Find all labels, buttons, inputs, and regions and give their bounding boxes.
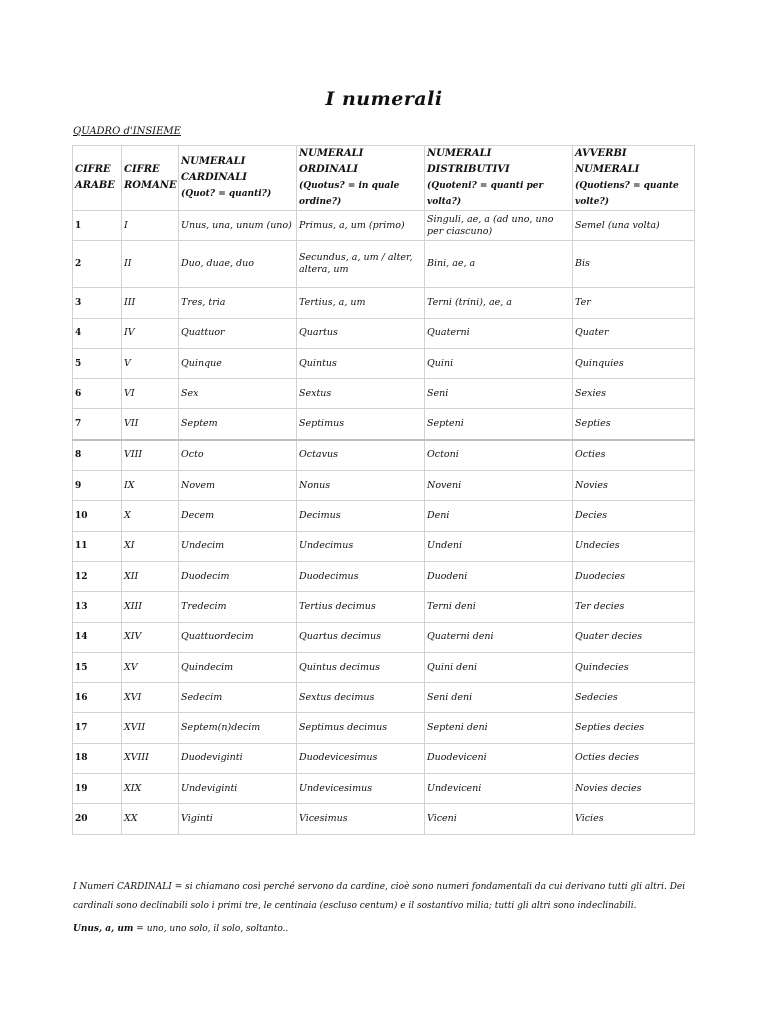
table-cell: Vicesimus [297, 804, 425, 834]
table-cell: 1 [73, 211, 122, 241]
table-cell: Quini deni [425, 652, 573, 682]
definition-text: = uno, uno solo, il solo, soltanto.. [133, 924, 289, 934]
table-cell: Quattuor [179, 318, 297, 348]
table-row [73, 683, 695, 713]
table-cell: Deni [425, 501, 573, 531]
table-cell: Septem(n)decim [179, 713, 297, 743]
table-cell: 13 [73, 592, 122, 622]
table-cell: Duodeviceni [425, 743, 573, 773]
table-cell: Sextus [297, 379, 425, 409]
table-cell: Primus, a, um (primo) [297, 211, 425, 241]
table-cell: Terni (trini), ae, a [425, 288, 573, 318]
column-header-label: AVVERBI NUMERALI [575, 148, 640, 175]
table-cell: Quaterni deni [425, 622, 573, 652]
table-cell: III [122, 288, 179, 318]
table-row [73, 440, 695, 471]
table-cell: 3 [73, 288, 122, 318]
table-cell: Undeviceni [425, 774, 573, 804]
table-row [73, 652, 695, 682]
column-header-label: CIFRE ROMANE [124, 164, 177, 191]
column-header-question: (Quot? = quanti?) [181, 189, 272, 199]
table-cell: XVII [122, 713, 179, 743]
table-cell: XVI [122, 683, 179, 713]
table-row [73, 211, 695, 241]
cardinals-note: I Numeri CARDINALI = si chiamano così perché servono da cardine, cioè sono numeri fondamentali da cui derivano tutti gli altri. Dei cardinali sono declinabili solo i primi tre, le centinaia (escluso centum) e il sostantivo milia; tutti gli altri sono indeclinabili. [73, 882, 686, 911]
column-header-question: (Quotiens? = quante volte?) [575, 181, 679, 207]
table-cell: 2 [73, 241, 122, 288]
table-cell: Undecies [573, 531, 695, 561]
table-row [73, 409, 695, 440]
table-cell: 9 [73, 471, 122, 501]
table-cell: Decem [179, 501, 297, 531]
table-cell: Quater [573, 318, 695, 348]
table-cell: Unus, una, unum (uno) [179, 211, 297, 241]
table-cell: Duodeviginti [179, 743, 297, 773]
table-cell: Duodecim [179, 561, 297, 591]
table-cell: 18 [73, 743, 122, 773]
table-cell: Octoni [425, 440, 573, 471]
column-header-label: NUMERALI DISTRIBUTIVI [427, 148, 510, 175]
table-cell: 15 [73, 652, 122, 682]
column-header-question: (Quoteni? = quanti per volta?) [427, 181, 544, 207]
table-cell: XVIII [122, 743, 179, 773]
table-cell: Ter decies [573, 592, 695, 622]
table-row [73, 743, 695, 773]
table-cell: Quattuordecim [179, 622, 297, 652]
table-cell: Viceni [425, 804, 573, 834]
table-cell: Tres, tria [179, 288, 297, 318]
table-cell: II [122, 241, 179, 288]
table-cell: 6 [73, 379, 122, 409]
table-cell: VI [122, 379, 179, 409]
table-cell: V [122, 348, 179, 378]
table-cell: Seni [425, 379, 573, 409]
table-cell: Octavus [297, 440, 425, 471]
table-cell: Septies [573, 409, 695, 440]
table-cell: Duodecimus [297, 561, 425, 591]
table-cell: Seni deni [425, 683, 573, 713]
table-cell: Undecimus [297, 531, 425, 561]
column-header-question: (Quotus? = in quale ordine?) [299, 181, 400, 207]
table-row [73, 348, 695, 378]
column-header [179, 146, 297, 211]
column-header [425, 146, 573, 211]
table-row [73, 713, 695, 743]
table-cell: Quaterni [425, 318, 573, 348]
table-cell: 8 [73, 440, 122, 471]
table-cell: XI [122, 531, 179, 561]
table-cell: XIX [122, 774, 179, 804]
table-cell: Undeni [425, 531, 573, 561]
table-row [73, 318, 695, 348]
table-row [73, 288, 695, 318]
table-cell: Noveni [425, 471, 573, 501]
table-cell: XII [122, 561, 179, 591]
table-cell: Duodecies [573, 561, 695, 591]
table-cell: Quartus [297, 318, 425, 348]
table-cell: Novies decies [573, 774, 695, 804]
table-cell: Quater decies [573, 622, 695, 652]
table-cell: X [122, 501, 179, 531]
table-body [73, 211, 695, 835]
table-cell: Quintus decimus [297, 652, 425, 682]
table-row [73, 774, 695, 804]
table-cell: Octies decies [573, 743, 695, 773]
table-cell: Sexies [573, 379, 695, 409]
table-cell: Septem [179, 409, 297, 440]
table-cell: Semel (una volta) [573, 211, 695, 241]
table-row [73, 592, 695, 622]
column-header [122, 146, 179, 211]
table-cell: Septimus [297, 409, 425, 440]
table-row [73, 241, 695, 288]
table-cell: Sedecim [179, 683, 297, 713]
table-row [73, 531, 695, 561]
table-cell: XV [122, 652, 179, 682]
table-row [73, 471, 695, 501]
table-cell: 19 [73, 774, 122, 804]
table-cell: Quini [425, 348, 573, 378]
table-cell: Quartus decimus [297, 622, 425, 652]
column-header [73, 146, 122, 211]
table-cell: 14 [73, 622, 122, 652]
table-cell: Quinquies [573, 348, 695, 378]
table-cell: XX [122, 804, 179, 834]
table-cell: 12 [73, 561, 122, 591]
table-cell: Quindecim [179, 652, 297, 682]
table-cell: XIV [122, 622, 179, 652]
table-cell: VIII [122, 440, 179, 471]
table-cell: Septies decies [573, 713, 695, 743]
table-cell: Undecim [179, 531, 297, 561]
table-cell: Decies [573, 501, 695, 531]
table-cell: 4 [73, 318, 122, 348]
table-header [73, 146, 695, 211]
column-header [573, 146, 695, 211]
definition-line [73, 924, 288, 934]
table-cell: Quinque [179, 348, 297, 378]
table-cell: Vicies [573, 804, 695, 834]
table-cell: Duo, duae, duo [179, 241, 297, 288]
table-cell: Bis [573, 241, 695, 288]
table-cell: XIII [122, 592, 179, 622]
table-row [73, 622, 695, 652]
table-cell: Duodevicesimus [297, 743, 425, 773]
table-cell: Nonus [297, 471, 425, 501]
table-cell: Singuli, ae, a (ad uno, uno per ciascuno) [425, 211, 573, 241]
table-cell: Tertius decimus [297, 592, 425, 622]
table-cell: Viginti [179, 804, 297, 834]
table-cell: Tertius, a, um [297, 288, 425, 318]
table-cell: IV [122, 318, 179, 348]
table-cell: 20 [73, 804, 122, 834]
table-cell: 11 [73, 531, 122, 561]
table-cell: Quintus [297, 348, 425, 378]
table-cell: Octies [573, 440, 695, 471]
column-header-label: CIFRE ARABE [75, 164, 115, 191]
table-cell: Novies [573, 471, 695, 501]
table-cell: Sedecies [573, 683, 695, 713]
column-header-label: NUMERALI CARDINALI [181, 156, 247, 183]
table-cell: Septimus decimus [297, 713, 425, 743]
page-title: I numerali [325, 88, 443, 110]
table-cell: 10 [73, 501, 122, 531]
table-cell: Terni deni [425, 592, 573, 622]
table-cell: Secundus, a, um / alter, altera, um [297, 241, 425, 288]
table-cell: Sex [179, 379, 297, 409]
table-row [73, 804, 695, 834]
table-cell: VII [122, 409, 179, 440]
table-cell: Tredecim [179, 592, 297, 622]
table-cell: IX [122, 471, 179, 501]
table-cell: Undeviginti [179, 774, 297, 804]
table-cell: Duodeni [425, 561, 573, 591]
table-cell: Undevicesimus [297, 774, 425, 804]
definition-term: Unus, a, um [73, 924, 134, 934]
table-cell: Quindecies [573, 652, 695, 682]
table-row [73, 379, 695, 409]
table-cell: I [122, 211, 179, 241]
numerals-table [72, 145, 695, 835]
table-cell: 17 [73, 713, 122, 743]
column-header [297, 146, 425, 211]
table-cell: Decimus [297, 501, 425, 531]
table-cell: Septeni [425, 409, 573, 440]
table-cell: 7 [73, 409, 122, 440]
table-row [73, 501, 695, 531]
table-cell: Sextus decimus [297, 683, 425, 713]
table-cell: Septeni deni [425, 713, 573, 743]
table-cell: 16 [73, 683, 122, 713]
table-cell: Ter [573, 288, 695, 318]
table-cell: Bini, ae, a [425, 241, 573, 288]
table-cell: 5 [73, 348, 122, 378]
table-cell: Octo [179, 440, 297, 471]
table-cell: Novem [179, 471, 297, 501]
table-row [73, 561, 695, 591]
column-header-label: NUMERALI ORDINALI [299, 148, 364, 175]
header-row [73, 146, 695, 211]
section-subtitle: QUADRO d'INSIEME [73, 126, 181, 137]
